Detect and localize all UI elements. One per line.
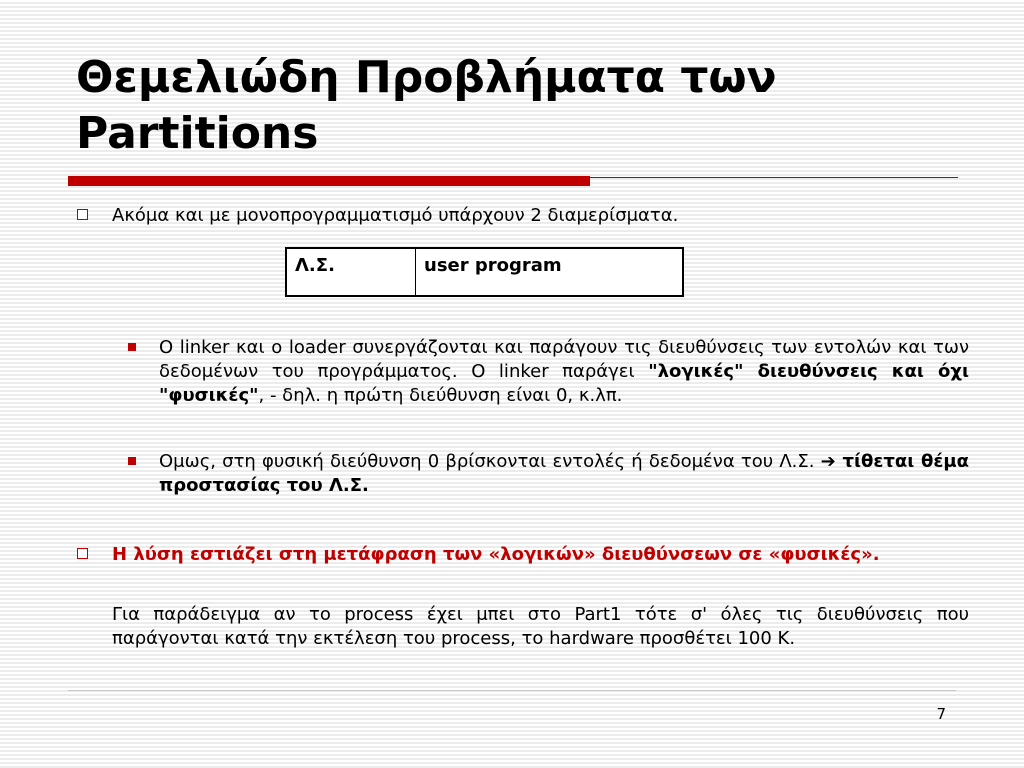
footer-divider — [68, 690, 956, 691]
hollow-square-bullet-icon — [77, 209, 88, 220]
filled-square-bullet-icon — [128, 343, 136, 351]
bullet-1-text: Ακόμα και με μονοπρογραμματισμό υπάρχουν 2 διαμερίσματα. — [112, 205, 679, 226]
memory-partition-table — [285, 247, 684, 297]
filled-square-bullet-icon — [128, 457, 136, 465]
sub-bullet-2-bold: τίθεται θέμα προστασίας του Λ.Σ. — [159, 451, 969, 496]
slide-title — [76, 50, 976, 162]
title-underline-thin — [590, 177, 958, 178]
table-row — [286, 248, 683, 296]
table-cell-user-program: user program — [416, 248, 684, 296]
sub-bullet-1-bold: "λογικές" διευθύνσεις και όχι "φυσικές" — [159, 361, 970, 406]
table-cell-os: Λ.Σ. — [286, 248, 416, 296]
example-paragraph: Για παράδειγμα αν το process έχει μπει στο Part1 τότε σ' όλες τις διευθύνσεις που παράγονται κατά την εκτέλεση του process, το hardware προσθέτει 100 K. — [112, 604, 969, 649]
right-arrow-icon: ➔ — [820, 451, 843, 472]
sub-bullet-2-part-1: Ομως, στη φυσική διεύθυνση 0 βρίσκονται εντολές ή δεδομένα του Λ.Σ. — [159, 451, 821, 472]
title-line-2: Partitions — [76, 108, 319, 159]
bullet-2-text: Η λύση εστιάζει στη μετάφραση των «λογικών» διευθύνσεων σε «φυσικές». — [112, 544, 880, 565]
sub-bullet-1-text — [159, 336, 969, 408]
sub-bullet-1-part-1: O linker και o loader συνεργάζονται και παράγουν τις διευθύνσεις των εντολών και των δεδομένων του προγράμματος. O linker παράγει — [159, 337, 969, 382]
sub-bullet-2-text — [159, 450, 969, 498]
title-underline-bar — [68, 176, 590, 186]
title-line-1: Θεμελιώδη Προβλήματα των — [76, 52, 777, 103]
sub-bullet-1-part-2: , - δηλ. η πρώτη διεύθυνση είναι 0, κ.λπ. — [258, 385, 623, 406]
hollow-square-bullet-icon — [77, 548, 88, 559]
page-number: 7 — [936, 705, 946, 723]
